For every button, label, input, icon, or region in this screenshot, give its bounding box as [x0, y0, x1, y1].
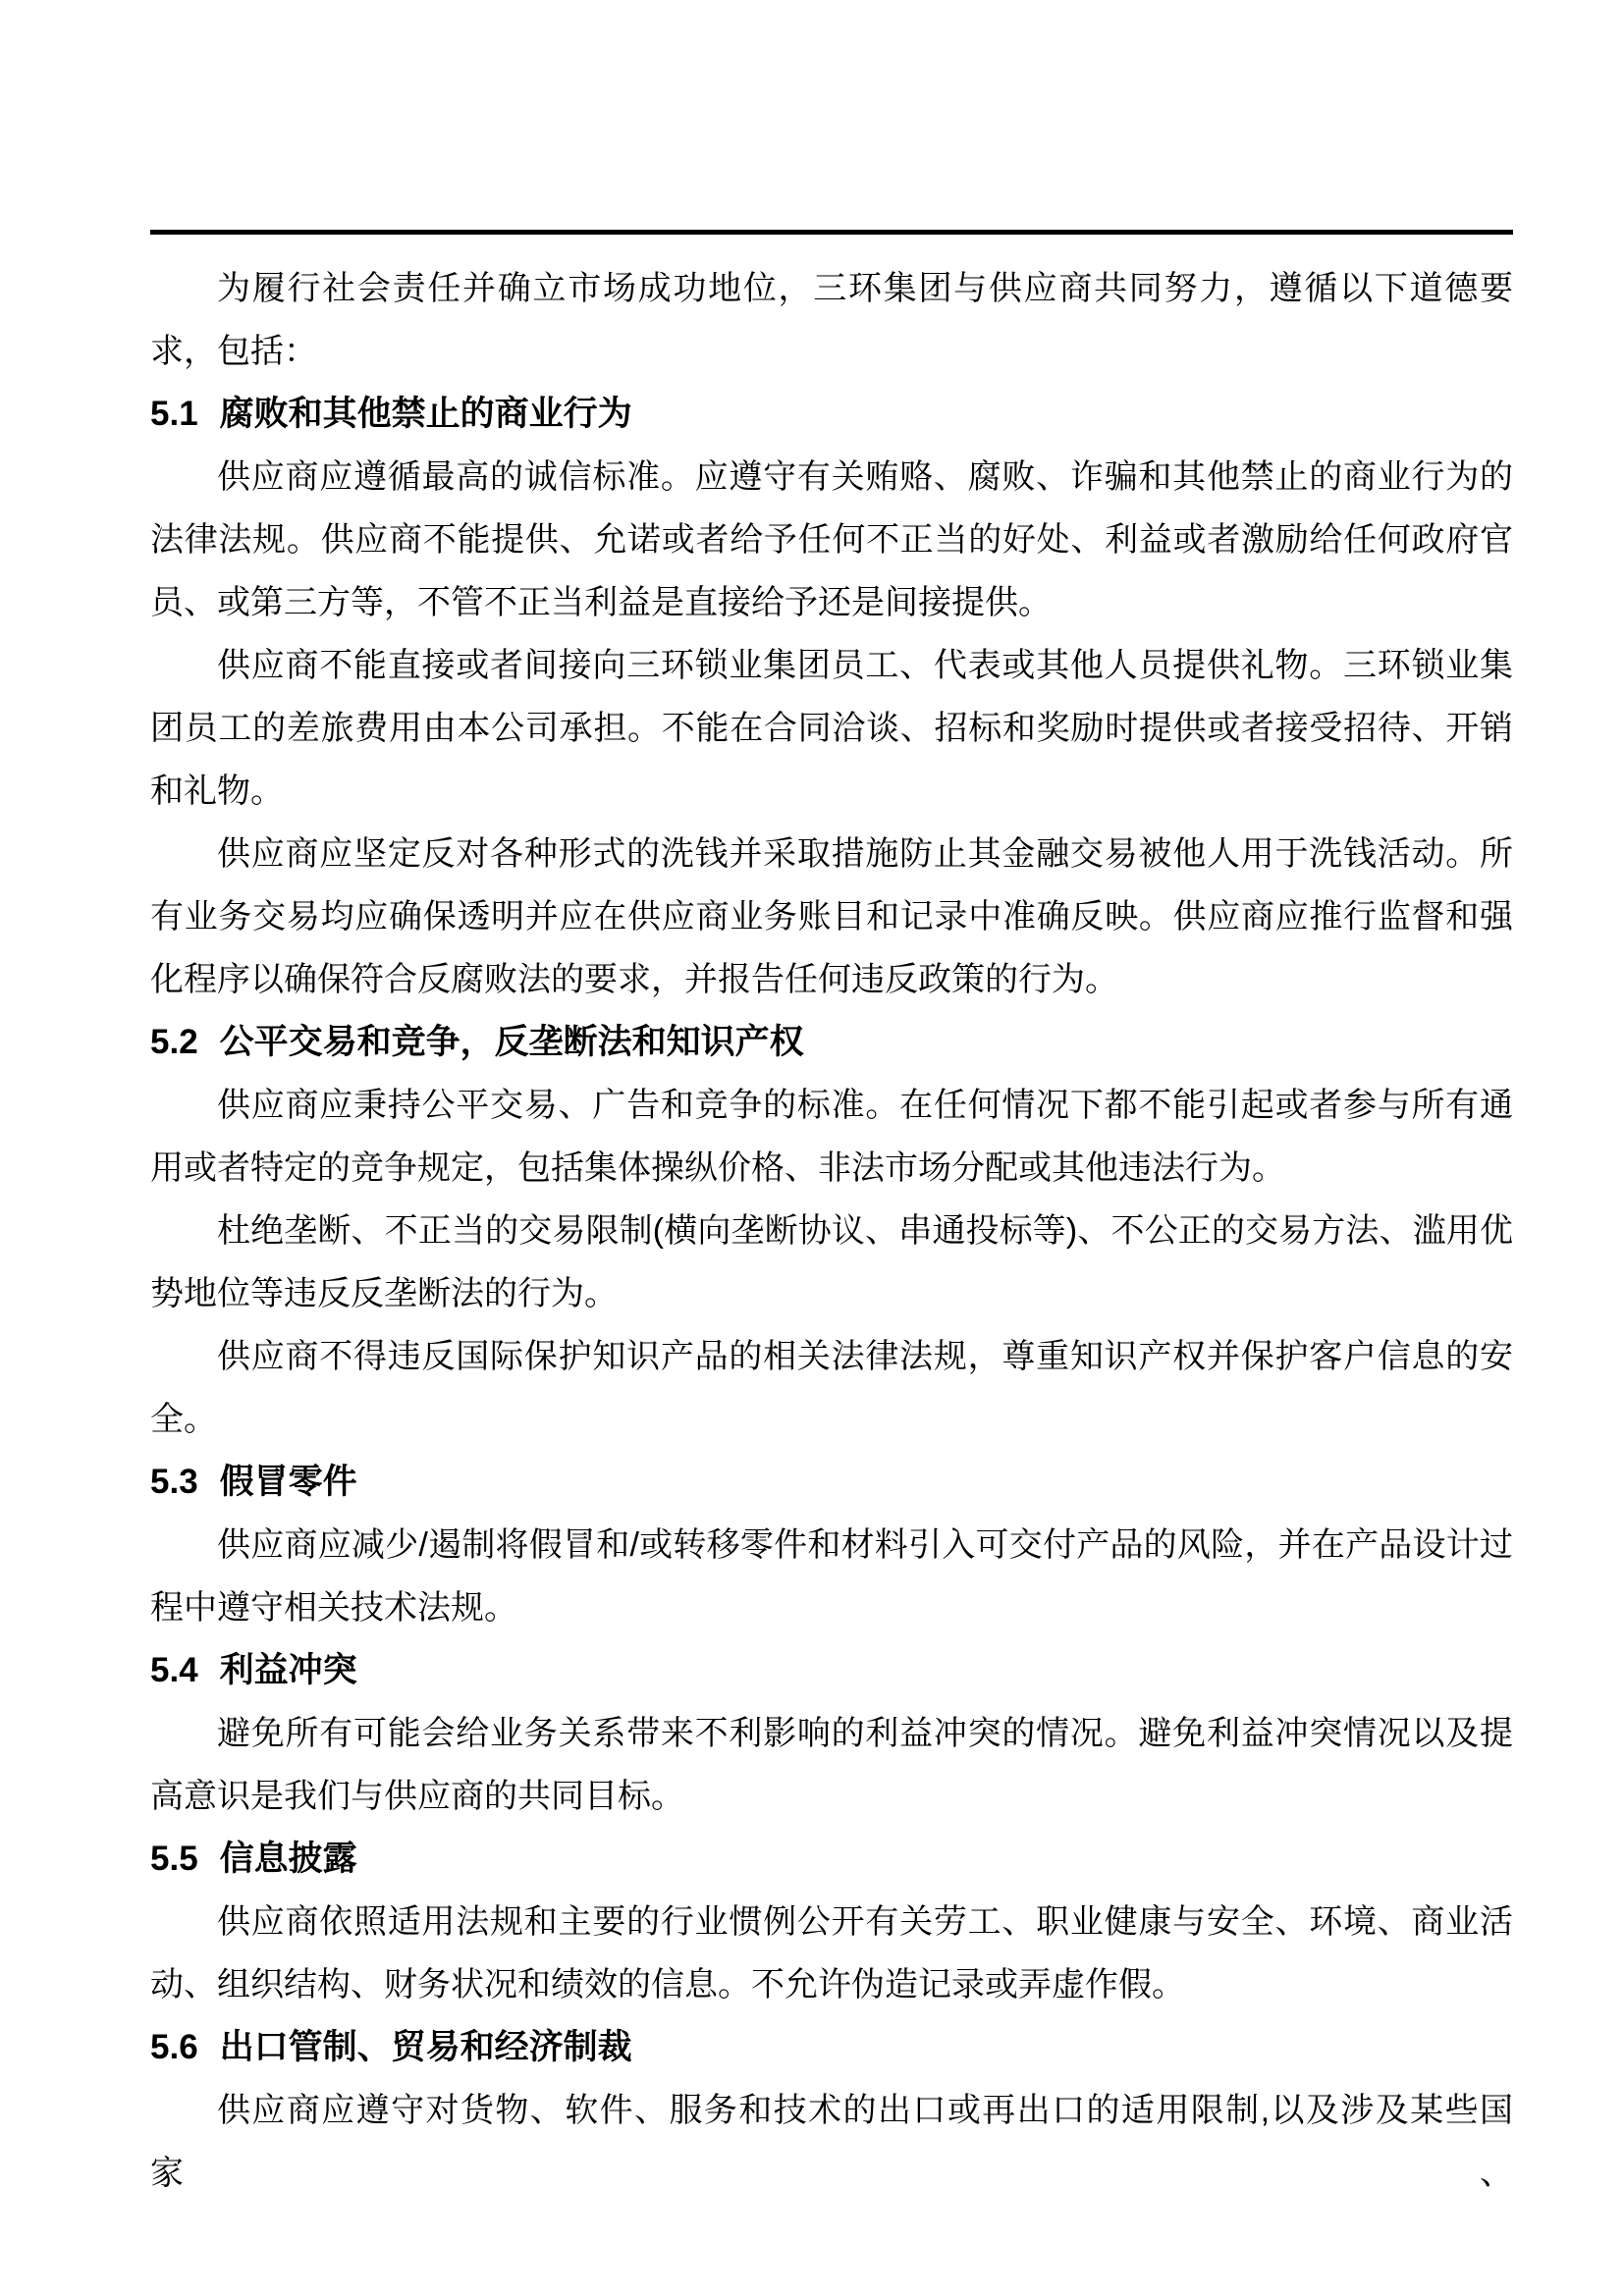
- section-title: 出口管制、贸易和经济制裁: [219, 2028, 632, 2066]
- header-rule: [150, 230, 1513, 235]
- intro-paragraph: 为履行社会责任并确立市场成功地位，三环集团与供应商共同努力，遵循以下道德要求，包括：: [150, 270, 1513, 370]
- section-title: 假冒零件: [219, 1463, 357, 1501]
- section-5-3-paragraph-1: 供应商应减少/遏制将假冒和/或转移零件和材料引入可交付产品的风险，并在产品设计过程中遵守相关技术法规。: [150, 1526, 1513, 1627]
- section-5-1-paragraph-1: 供应商应遵循最高的诚信标准。应遵守有关贿赂、腐败、诈骗和其他禁止的商业行为的法律法规。供应商不能提供、允诺或者给予任何不正当的好处、利益或者激励给任何政府官员、或第三方等，不管不正当利益是直接给予还是间接提供。: [150, 458, 1513, 621]
- document-content: [150, 257, 1513, 2205]
- section-number: 5.1: [150, 395, 198, 433]
- section-heading-5-1: [150, 383, 1513, 446]
- section-heading-5-3: [150, 1451, 1513, 1514]
- section-5-5-paragraph-1: 供应商依照适用法规和主要的行业惯例公开有关劳工、职业健康与安全、环境、商业活动、组织结构、财务状况和绩效的信息。不允许伪造记录或弄虚作假。: [150, 1903, 1513, 2003]
- section-number: 5.3: [150, 1463, 198, 1501]
- section-5-2-paragraph-1: 供应商应秉持公平交易、广告和竞争的标准。在任何情况下都不能引起或者参与所有通用或者特定的竞争规定，包括集体操纵价格、非法市场分配或其他违法行为。: [150, 1087, 1513, 1187]
- section-number: 5.4: [150, 1651, 198, 1689]
- section-heading-5-2: [150, 1011, 1513, 1074]
- section-5-4-paragraph-1: 避免所有可能会给业务关系带来不利影响的利益冲突的情况。避免利益冲突情况以及提高意识是我们与供应商的共同目标。: [150, 1715, 1513, 1815]
- section-5-2-paragraph-2: 杜绝垄断、不正当的交易限制(横向垄断协议、串通投标等)、不公正的交易方法、滥用优势地位等违反反垄断法的行为。: [150, 1212, 1513, 1312]
- section-heading-5-4: [150, 1639, 1513, 1702]
- section-5-1-paragraph-3: 供应商应坚定反对各种形式的洗钱并采取措施防止其金融交易被他人用于洗钱活动。所有业务交易均应确保透明并应在供应商业务账目和记录中准确反映。供应商应推行监督和强化程序以确保符合反腐败法的要求，并报告任何违反政策的行为。: [150, 835, 1513, 998]
- section-heading-5-6: [150, 2016, 1513, 2079]
- section-title: 腐败和其他禁止的商业行为: [219, 395, 632, 433]
- section-number: 5.6: [150, 2028, 198, 2066]
- section-number: 5.5: [150, 1840, 198, 1878]
- section-title: 信息披露: [219, 1840, 357, 1878]
- section-number: 5.2: [150, 1023, 198, 1061]
- section-5-1-paragraph-2: 供应商不能直接或者间接向三环锁业集团员工、代表或其他人员提供礼物。三环锁业集团员工的差旅费用由本公司承担。不能在合同洽谈、招标和奖励时提供或者接受招待、开销和礼物。: [150, 647, 1513, 810]
- section-heading-5-5: [150, 1828, 1513, 1891]
- section-title: 利益冲突: [219, 1651, 357, 1689]
- section-title: 公平交易和竞争，反垄断法和知识产权: [219, 1023, 804, 1061]
- section-5-6-paragraph-1: 供应商应遵守对货物、软件、服务和技术的出口或再出口的适用限制,以及涉及某些国家、: [150, 2092, 1513, 2192]
- section-5-2-paragraph-3: 供应商不得违反国际保护知识产品的相关法律法规，尊重知识产权并保护客户信息的安全。: [150, 1338, 1513, 1438]
